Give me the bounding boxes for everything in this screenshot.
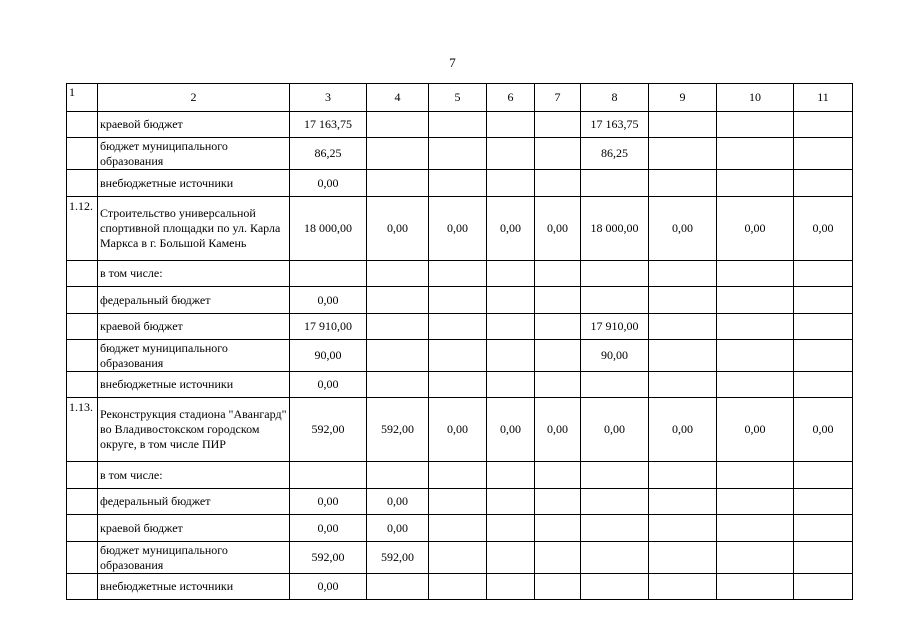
- table-row: [67, 542, 853, 574]
- value-cell: 0,00: [717, 398, 794, 462]
- column-header: 4: [367, 84, 429, 112]
- column-header: 2: [98, 84, 290, 112]
- value-cell: [794, 287, 853, 314]
- value-cell: 0,00: [794, 398, 853, 462]
- value-cell: [535, 287, 581, 314]
- value-cell: [429, 314, 487, 340]
- value-cell: [794, 112, 853, 138]
- row-number-cell: 1.13.: [67, 398, 98, 462]
- value-cell: 0,00: [581, 398, 649, 462]
- value-cell: [290, 462, 367, 489]
- value-cell: [649, 489, 717, 515]
- value-cell: 0,00: [535, 197, 581, 261]
- value-cell: [717, 574, 794, 600]
- value-cell: [649, 170, 717, 197]
- row-label-cell: в том числе:: [98, 462, 290, 489]
- value-cell: 0,00: [367, 515, 429, 542]
- value-cell: 86,25: [290, 138, 367, 170]
- value-cell: [717, 287, 794, 314]
- value-cell: [717, 515, 794, 542]
- value-cell: 0,00: [367, 489, 429, 515]
- row-label-cell: бюджет муниципального образования: [98, 542, 290, 574]
- value-cell: [487, 462, 535, 489]
- table-row: [67, 515, 853, 542]
- row-number-cell: [67, 574, 98, 600]
- value-cell: [487, 170, 535, 197]
- value-cell: [717, 170, 794, 197]
- value-cell: [429, 372, 487, 398]
- value-cell: [429, 340, 487, 372]
- value-cell: [794, 314, 853, 340]
- value-cell: [487, 574, 535, 600]
- value-cell: [649, 287, 717, 314]
- value-cell: [581, 489, 649, 515]
- table-row: [67, 170, 853, 197]
- value-cell: [367, 261, 429, 287]
- column-header: 11: [794, 84, 853, 112]
- value-cell: 17 910,00: [290, 314, 367, 340]
- row-label-cell: Реконструкция стадиона "Авангард" во Владивостокском городском округе, в том числе ПИР: [98, 398, 290, 462]
- value-cell: 18 000,00: [581, 197, 649, 261]
- table-row: [67, 261, 853, 287]
- value-cell: [794, 542, 853, 574]
- value-cell: [487, 542, 535, 574]
- value-cell: 592,00: [290, 398, 367, 462]
- value-cell: [717, 542, 794, 574]
- value-cell: [581, 542, 649, 574]
- column-header: 1: [67, 84, 98, 112]
- value-cell: [649, 372, 717, 398]
- value-cell: [794, 261, 853, 287]
- value-cell: [581, 574, 649, 600]
- row-number-cell: [67, 372, 98, 398]
- value-cell: [367, 574, 429, 600]
- value-cell: [581, 170, 649, 197]
- table-row: [67, 112, 853, 138]
- row-number-cell: [67, 314, 98, 340]
- value-cell: [581, 462, 649, 489]
- value-cell: [649, 112, 717, 138]
- row-label-cell: бюджет муниципального образования: [98, 340, 290, 372]
- column-header: 9: [649, 84, 717, 112]
- value-cell: [581, 287, 649, 314]
- row-label-cell: краевой бюджет: [98, 112, 290, 138]
- value-cell: [487, 340, 535, 372]
- value-cell: [429, 462, 487, 489]
- value-cell: [794, 489, 853, 515]
- row-number-cell: [67, 542, 98, 574]
- value-cell: [794, 340, 853, 372]
- value-cell: [429, 542, 487, 574]
- value-cell: 0,00: [290, 287, 367, 314]
- row-label-cell: Строительство универсальной спортивной площадки по ул. Карла Маркса в г. Большой Камень: [98, 197, 290, 261]
- value-cell: 0,00: [290, 574, 367, 600]
- value-cell: [429, 112, 487, 138]
- value-cell: [487, 261, 535, 287]
- value-cell: [535, 542, 581, 574]
- value-cell: [487, 515, 535, 542]
- value-cell: 0,00: [717, 197, 794, 261]
- value-cell: [429, 515, 487, 542]
- value-cell: [487, 138, 535, 170]
- value-cell: [717, 489, 794, 515]
- row-number-cell: [67, 340, 98, 372]
- value-cell: [794, 574, 853, 600]
- table-row: [67, 372, 853, 398]
- value-cell: [581, 261, 649, 287]
- table-row: [67, 138, 853, 170]
- value-cell: [290, 261, 367, 287]
- column-header: 8: [581, 84, 649, 112]
- value-cell: 0,00: [429, 398, 487, 462]
- row-number-cell: 1.12.: [67, 197, 98, 261]
- value-cell: 0,00: [290, 170, 367, 197]
- value-cell: [535, 261, 581, 287]
- value-cell: 18 000,00: [290, 197, 367, 261]
- row-number-cell: [67, 170, 98, 197]
- row-label-cell: краевой бюджет: [98, 314, 290, 340]
- column-header: 3: [290, 84, 367, 112]
- value-cell: 17 163,75: [581, 112, 649, 138]
- value-cell: [649, 462, 717, 489]
- table-row: [67, 340, 853, 372]
- value-cell: [487, 112, 535, 138]
- table-row: [67, 462, 853, 489]
- table-row: [67, 398, 853, 462]
- table-row: [67, 287, 853, 314]
- value-cell: [535, 462, 581, 489]
- value-cell: [367, 138, 429, 170]
- value-cell: [649, 542, 717, 574]
- value-cell: [717, 261, 794, 287]
- value-cell: [487, 489, 535, 515]
- value-cell: 86,25: [581, 138, 649, 170]
- value-cell: [535, 340, 581, 372]
- value-cell: [367, 170, 429, 197]
- value-cell: [429, 287, 487, 314]
- value-cell: 90,00: [290, 340, 367, 372]
- value-cell: [649, 515, 717, 542]
- value-cell: [367, 112, 429, 138]
- value-cell: [794, 138, 853, 170]
- value-cell: 592,00: [367, 542, 429, 574]
- value-cell: [649, 138, 717, 170]
- value-cell: [794, 372, 853, 398]
- row-number-cell: [67, 138, 98, 170]
- column-header: 5: [429, 84, 487, 112]
- row-label-cell: федеральный бюджет: [98, 489, 290, 515]
- row-label-cell: внебюджетные источники: [98, 372, 290, 398]
- value-cell: [649, 314, 717, 340]
- column-header: 10: [717, 84, 794, 112]
- value-cell: [429, 261, 487, 287]
- value-cell: [367, 314, 429, 340]
- budget-table: [66, 83, 853, 600]
- value-cell: [429, 489, 487, 515]
- header-row: [67, 84, 853, 112]
- row-number-cell: [67, 287, 98, 314]
- value-cell: [717, 138, 794, 170]
- value-cell: [535, 489, 581, 515]
- value-cell: [794, 170, 853, 197]
- table-row: [67, 574, 853, 600]
- value-cell: 0,00: [487, 197, 535, 261]
- value-cell: [581, 372, 649, 398]
- value-cell: [794, 462, 853, 489]
- value-cell: 0,00: [649, 398, 717, 462]
- value-cell: [535, 112, 581, 138]
- value-cell: [535, 574, 581, 600]
- value-cell: [717, 340, 794, 372]
- value-cell: 0,00: [649, 197, 717, 261]
- value-cell: 0,00: [794, 197, 853, 261]
- value-cell: [487, 314, 535, 340]
- value-cell: [367, 462, 429, 489]
- value-cell: [717, 314, 794, 340]
- value-cell: [649, 261, 717, 287]
- value-cell: [429, 574, 487, 600]
- value-cell: [717, 462, 794, 489]
- value-cell: [367, 372, 429, 398]
- row-number-cell: [67, 489, 98, 515]
- value-cell: 0,00: [367, 197, 429, 261]
- table-row: [67, 489, 853, 515]
- value-cell: [367, 287, 429, 314]
- row-number-cell: [67, 112, 98, 138]
- value-cell: [535, 314, 581, 340]
- row-label-cell: краевой бюджет: [98, 515, 290, 542]
- value-cell: 592,00: [290, 542, 367, 574]
- value-cell: [487, 372, 535, 398]
- value-cell: [717, 112, 794, 138]
- value-cell: [429, 138, 487, 170]
- value-cell: [535, 170, 581, 197]
- column-header: 6: [487, 84, 535, 112]
- page-number: 7: [449, 55, 456, 70]
- value-cell: [535, 138, 581, 170]
- value-cell: 17 163,75: [290, 112, 367, 138]
- value-cell: 17 910,00: [581, 314, 649, 340]
- table-row: [67, 314, 853, 340]
- row-number-cell: [67, 261, 98, 287]
- value-cell: [649, 340, 717, 372]
- value-cell: [367, 340, 429, 372]
- value-cell: 0,00: [290, 515, 367, 542]
- row-number-cell: [67, 462, 98, 489]
- row-label-cell: в том числе:: [98, 261, 290, 287]
- column-header: 7: [535, 84, 581, 112]
- row-label-cell: внебюджетные источники: [98, 170, 290, 197]
- value-cell: 0,00: [429, 197, 487, 261]
- row-label-cell: бюджет муниципального образования: [98, 138, 290, 170]
- value-cell: [717, 372, 794, 398]
- value-cell: 0,00: [290, 489, 367, 515]
- value-cell: 0,00: [290, 372, 367, 398]
- value-cell: [581, 515, 649, 542]
- row-label-cell: федеральный бюджет: [98, 287, 290, 314]
- value-cell: [535, 372, 581, 398]
- value-cell: 0,00: [487, 398, 535, 462]
- value-cell: 592,00: [367, 398, 429, 462]
- value-cell: 90,00: [581, 340, 649, 372]
- value-cell: [794, 515, 853, 542]
- value-cell: [429, 170, 487, 197]
- value-cell: [649, 574, 717, 600]
- row-label-cell: внебюджетные источники: [98, 574, 290, 600]
- value-cell: 0,00: [535, 398, 581, 462]
- value-cell: [487, 287, 535, 314]
- row-number-cell: [67, 515, 98, 542]
- table-row: [67, 197, 853, 261]
- value-cell: [535, 515, 581, 542]
